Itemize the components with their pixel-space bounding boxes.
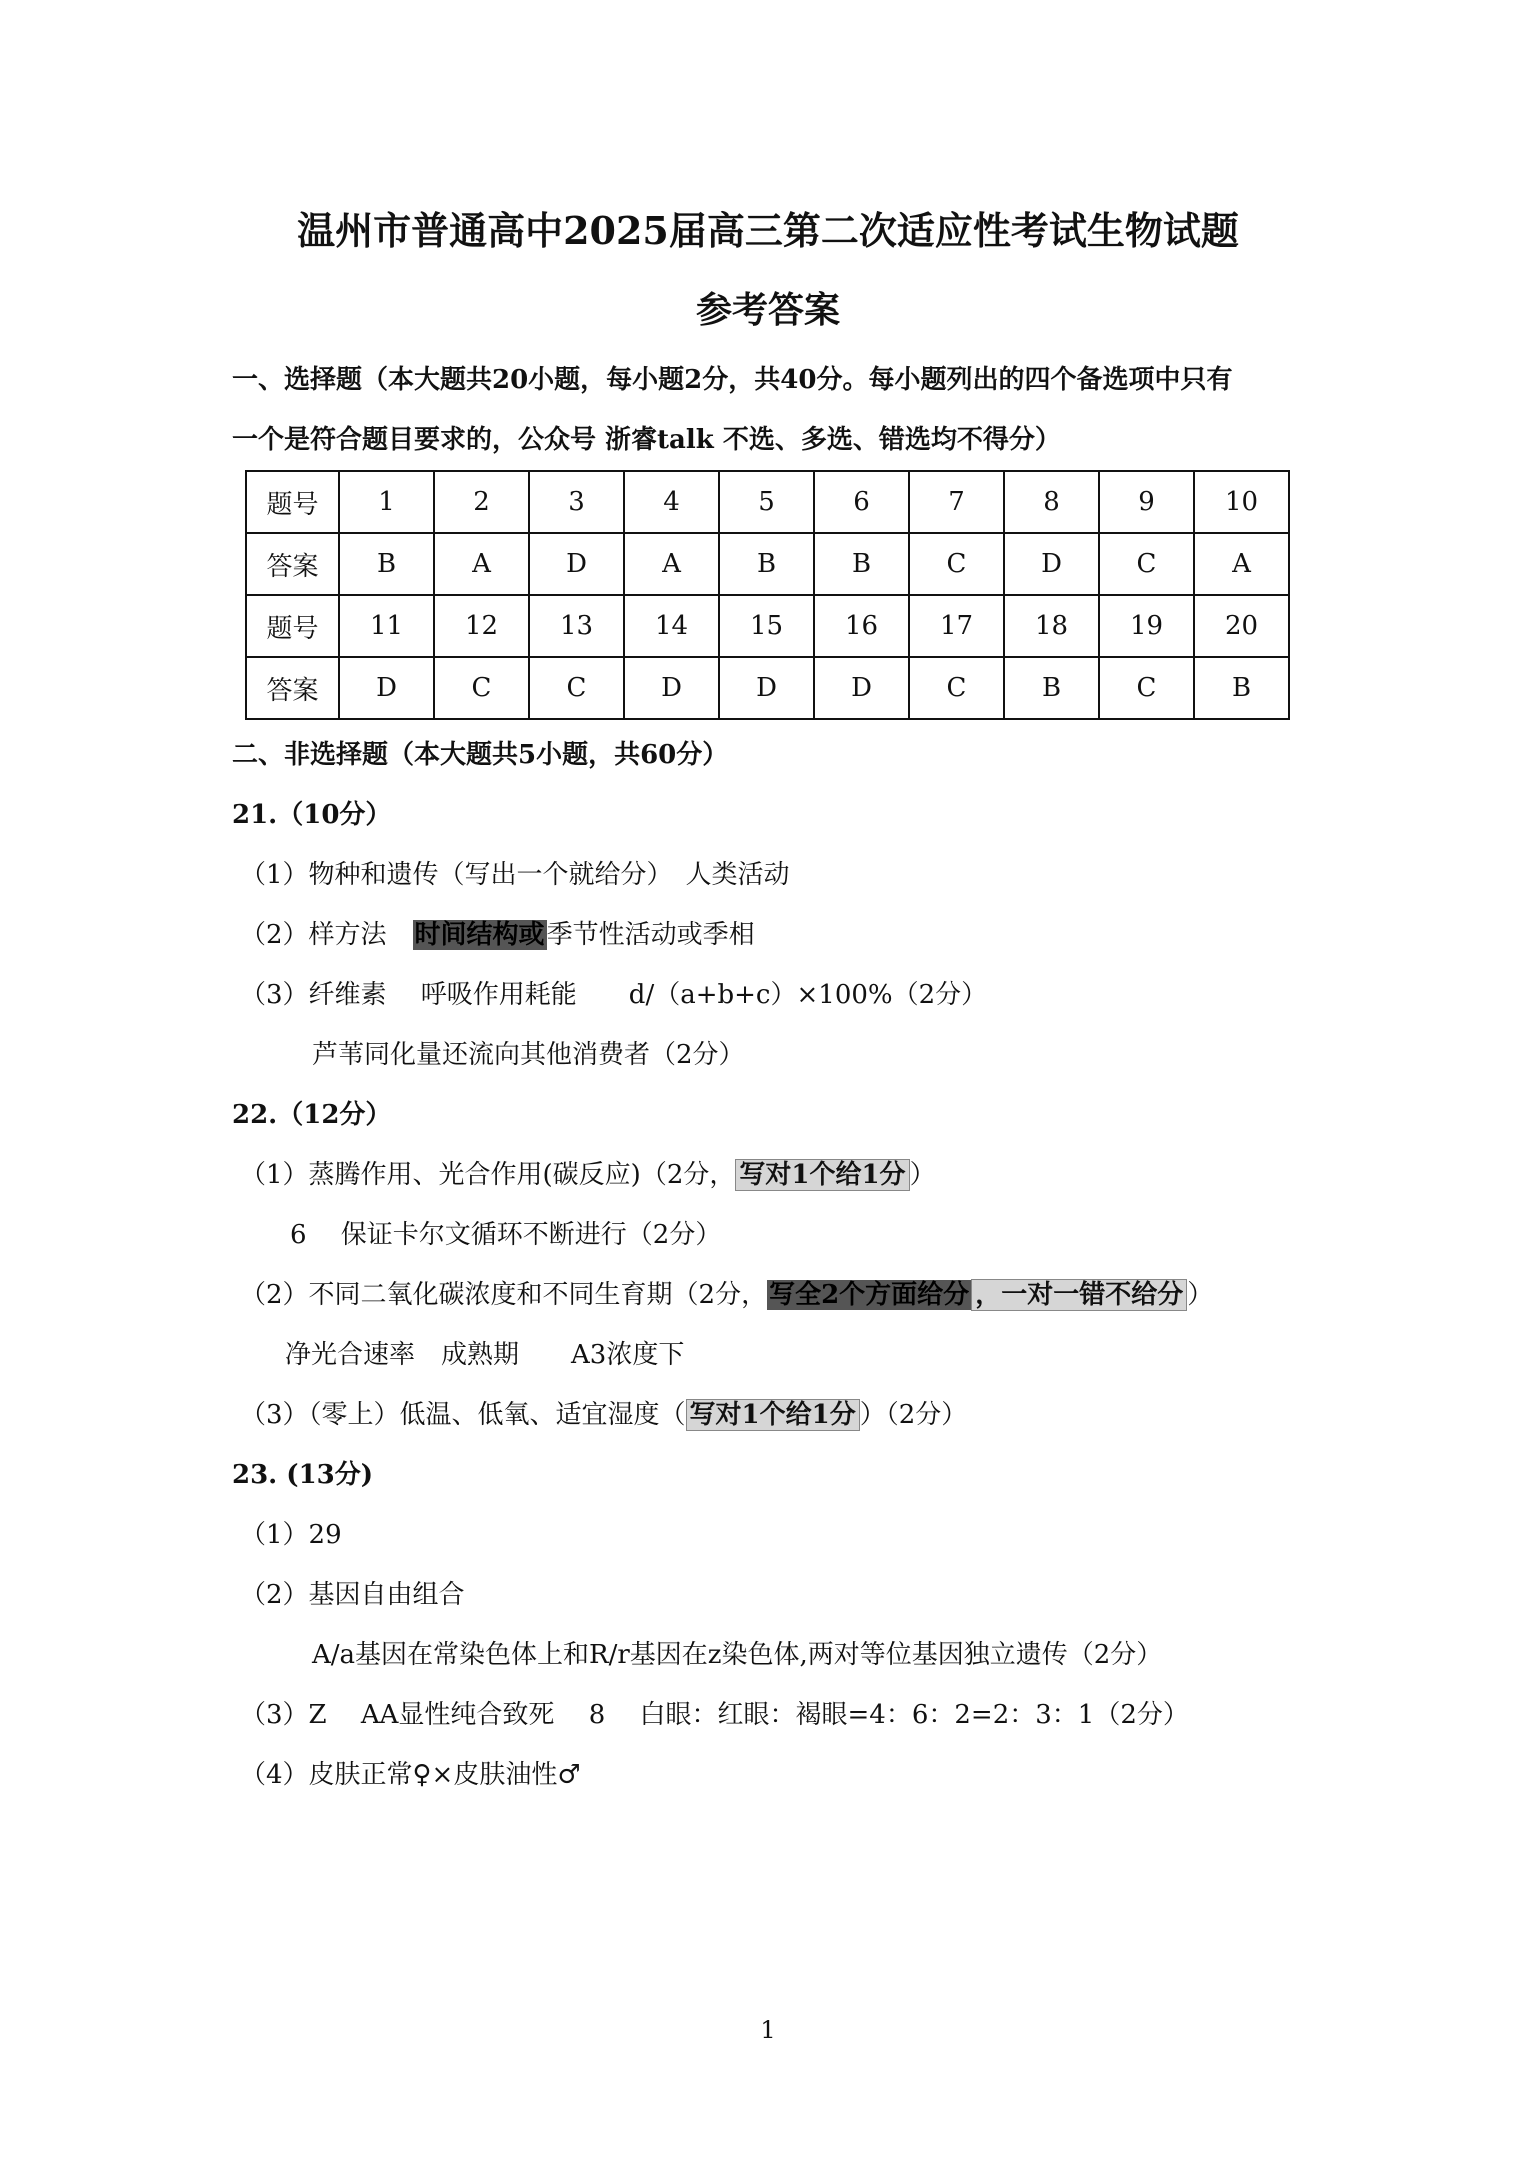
table-cell: 18 bbox=[1004, 595, 1099, 657]
q22-line1 bbox=[240, 1157, 936, 1193]
q21-line2 bbox=[240, 917, 755, 953]
section1-heading-line2: 一个是符合题目要求的，公众号 浙睿talk 不选、多选、错选均不得分） bbox=[232, 425, 1061, 455]
q23-line1: （1）29 bbox=[240, 1520, 342, 1550]
section2-heading: 二、非选择题（本大题共5小题，共60分） bbox=[232, 740, 729, 770]
q22-line4: 净光合速率 成熟期 A3浓度下 bbox=[285, 1340, 685, 1370]
q21-highlight: 时间结构或 bbox=[414, 920, 545, 950]
table-cell: A bbox=[434, 533, 529, 595]
q22-line1-text-a: （1）蒸腾作用、光合作用(碳反应)（2分， bbox=[240, 1160, 736, 1190]
q23-line3: A/a基因在常染色体上和R/r基因在z染色体,两对等位基因独立遗传（2分） bbox=[312, 1640, 1163, 1670]
table-cell: B bbox=[719, 533, 814, 595]
q22-line3-text-b: ） bbox=[1187, 1280, 1214, 1310]
q23-header: 23. (13分) bbox=[232, 1460, 374, 1490]
table-cell: 9 bbox=[1099, 471, 1194, 533]
row-label-question: 题号 bbox=[246, 595, 339, 657]
q22-line5-text-b: ）（2分） bbox=[859, 1400, 968, 1430]
table-cell: 13 bbox=[529, 595, 624, 657]
table-row bbox=[246, 533, 1289, 595]
q21-line3: （3）纤维素 呼吸作用耗能 d/（a+b+c）×100%（2分） bbox=[240, 980, 988, 1010]
table-cell: 4 bbox=[624, 471, 719, 533]
table-cell: 6 bbox=[814, 471, 909, 533]
q23-line5: （4）皮肤正常♀×皮肤油性♂ bbox=[240, 1760, 581, 1790]
table-cell: C bbox=[1099, 533, 1194, 595]
table-cell: C bbox=[909, 533, 1004, 595]
table-cell: B bbox=[814, 533, 909, 595]
q21-line4: 芦苇同化量还流向其他消费者（2分） bbox=[312, 1040, 745, 1070]
q22-highlight-2: 写全2个方面给分 bbox=[769, 1280, 970, 1310]
row-label-answer: 答案 bbox=[246, 533, 339, 595]
table-cell: C bbox=[909, 657, 1004, 719]
table-cell: C bbox=[529, 657, 624, 719]
table-cell: C bbox=[434, 657, 529, 719]
q23-line4: （3）Z AA显性纯合致死 8 白眼：红眼：褐眼=4：6：2=2：3：1（2分） bbox=[240, 1700, 1189, 1730]
table-cell: D bbox=[814, 657, 909, 719]
q22-highlight-4: 写对1个给1分 bbox=[686, 1399, 860, 1431]
document-title: 温州市普通高中2025届高三第二次适应性考试生物试题 bbox=[297, 208, 1239, 253]
table-cell: B bbox=[1004, 657, 1099, 719]
section1-heading-line1: 一、选择题（本大题共20小题，每小题2分，共40分。每小题列出的四个备选项中只有 bbox=[232, 365, 1233, 395]
table-cell: 2 bbox=[434, 471, 529, 533]
row-label-answer: 答案 bbox=[246, 657, 339, 719]
table-cell: 7 bbox=[909, 471, 1004, 533]
table-row bbox=[246, 471, 1289, 533]
document-subtitle: 参考答案 bbox=[695, 289, 840, 331]
q22-line2: 6 保证卡尔文循环不断进行（2分） bbox=[290, 1220, 722, 1250]
table-cell: 16 bbox=[814, 595, 909, 657]
table-cell: 10 bbox=[1194, 471, 1289, 533]
table-cell: 17 bbox=[909, 595, 1004, 657]
table-cell: 8 bbox=[1004, 471, 1099, 533]
table-cell: 14 bbox=[624, 595, 719, 657]
q22-line1-text-b: ） bbox=[909, 1160, 936, 1190]
table-cell: D bbox=[1004, 533, 1099, 595]
table-cell: D bbox=[339, 657, 434, 719]
page-number: 1 bbox=[760, 2016, 776, 2044]
answer-table bbox=[245, 470, 1290, 720]
q22-highlight-1: 写对1个给1分 bbox=[735, 1159, 909, 1191]
table-cell: 20 bbox=[1194, 595, 1289, 657]
q22-header: 22.（12分） bbox=[232, 1100, 392, 1130]
table-row bbox=[246, 657, 1289, 719]
table-cell: 12 bbox=[434, 595, 529, 657]
table-cell: D bbox=[529, 533, 624, 595]
table-cell: D bbox=[719, 657, 814, 719]
q22-highlight-3: ，一对一错不给分 bbox=[971, 1279, 1187, 1311]
q21-line1: （1）物种和遗传（写出一个就给分） 人类活动 bbox=[240, 860, 790, 890]
table-cell: C bbox=[1099, 657, 1194, 719]
table-row bbox=[246, 595, 1289, 657]
q21-line2-text-b: 季节性活动或季相 bbox=[546, 920, 755, 950]
table-cell: A bbox=[1194, 533, 1289, 595]
table-cell: 19 bbox=[1099, 595, 1194, 657]
table-cell: 5 bbox=[719, 471, 814, 533]
table-cell: 11 bbox=[339, 595, 434, 657]
q21-line2-text-a: （2）样方法 bbox=[240, 920, 413, 950]
table-cell: 3 bbox=[529, 471, 624, 533]
table-cell: 15 bbox=[719, 595, 814, 657]
q22-line3 bbox=[240, 1277, 1213, 1313]
q22-line5 bbox=[240, 1397, 967, 1433]
table-cell: B bbox=[339, 533, 434, 595]
q23-line2: （2）基因自由组合 bbox=[240, 1580, 465, 1610]
row-label-question: 题号 bbox=[246, 471, 339, 533]
table-cell: B bbox=[1194, 657, 1289, 719]
q22-line3-text-a: （2）不同二氧化碳浓度和不同生育期（2分， bbox=[240, 1280, 768, 1310]
q22-line5-text-a: （3）（零上）低温、低氧、适宜湿度（ bbox=[240, 1400, 686, 1430]
table-cell: D bbox=[624, 657, 719, 719]
table-cell: A bbox=[624, 533, 719, 595]
table-cell: 1 bbox=[339, 471, 434, 533]
q21-header: 21.（10分） bbox=[232, 800, 392, 830]
